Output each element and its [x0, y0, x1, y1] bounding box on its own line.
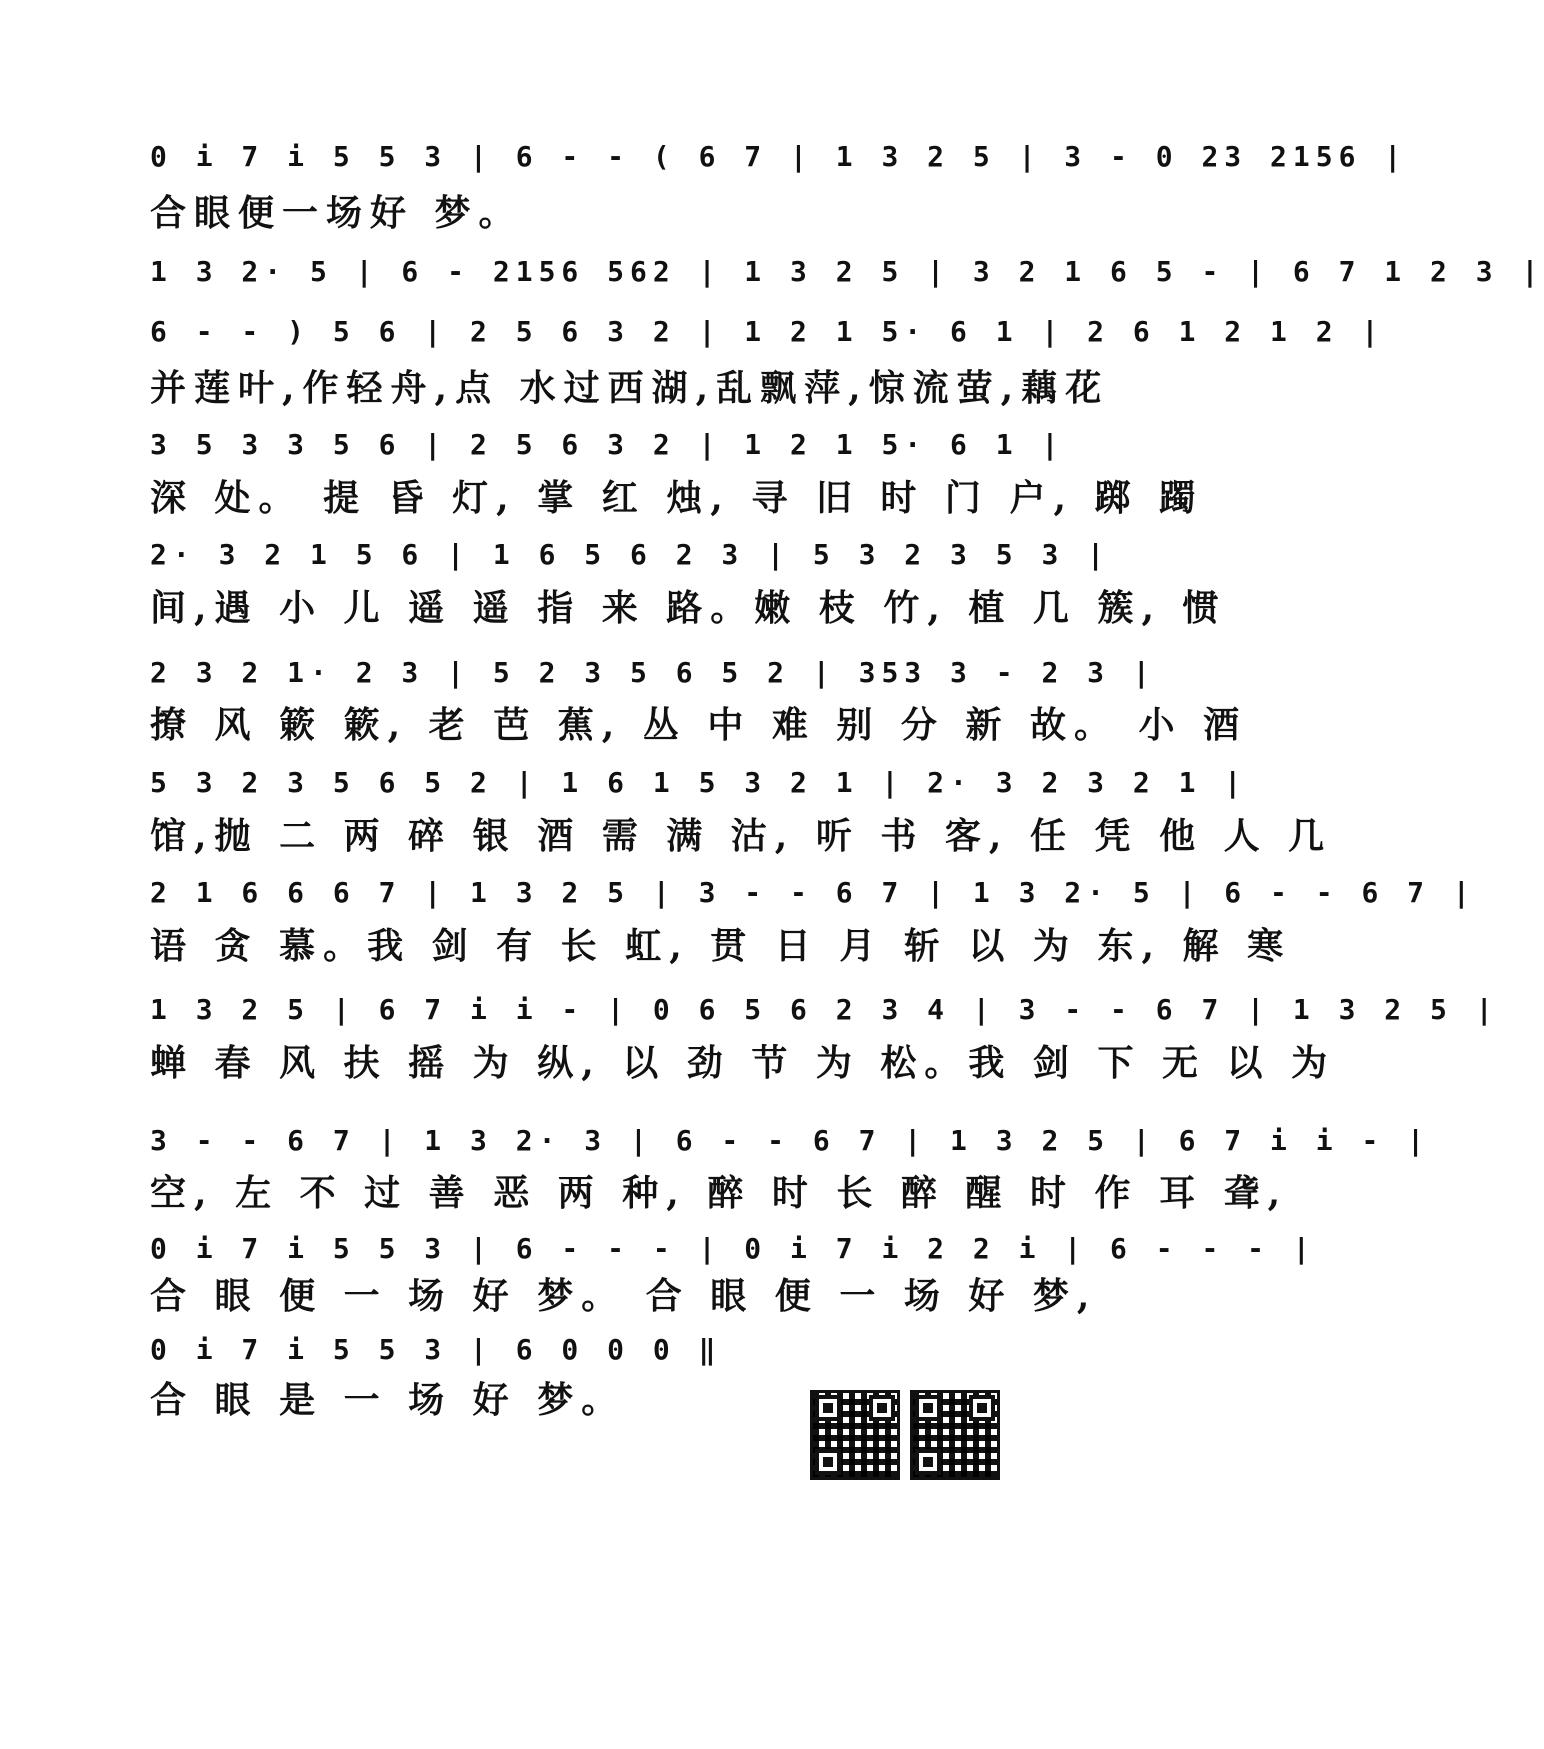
notation-line-3: 6 - - ) 5 6 | 2 5 6 3 2 | 1 2 1 5· 6 1 | 2 6 1 2 1 2 | [150, 315, 1385, 348]
lyric-line-1: 合眼便一场好 梦。 [150, 192, 523, 234]
lyric-line-12: 合 眼 是 一 场 好 梦。 [150, 1379, 626, 1421]
notation-line-1: 0 i 7 i 5 5 3 | 6 - - ( 6 7 | 1 3 2 5 | 3 - 0 23 2156 | [150, 140, 1408, 173]
lyric-line-4: 深 处。 提 昏 灯, 掌 红 烛, 寻 旧 时 门 户, 踯 躅 [150, 477, 1204, 519]
qr-code-right [910, 1390, 1000, 1480]
lyric-line-7: 馆,抛 二 两 碎 银 酒 需 满 沽, 听 书 客, 任 凭 他 人 几 [150, 815, 1333, 857]
lyric-line-8: 语 贪 慕。我 剑 有 长 虹, 贯 日 月 斩 以 为 东, 解 寒 [150, 925, 1292, 967]
notation-line-6: 2 3 2 1· 2 3 | 5 2 3 5 6 5 2 | 353 3 - 2 3 | [150, 656, 1156, 689]
notation-line-11: 0 i 7 i 5 5 3 | 6 - - - | 0 i 7 i 2 2 i | 6 - - - | [150, 1232, 1316, 1265]
lyric-line-10: 空, 左 不 过 善 恶 两 种, 醉 时 长 醉 醒 时 作 耳 聋, [150, 1172, 1289, 1214]
notation-line-5: 2· 3 2 1 5 6 | 1 6 5 6 2 3 | 5 3 2 3 5 3 | [150, 538, 1111, 571]
lyric-line-9: 蝉 春 风 扶 摇 为 纵, 以 劲 节 为 松。我 剑 下 无 以 为 [150, 1042, 1336, 1084]
qr-eye-icon [869, 1395, 895, 1421]
lyric-line-5: 间,遇 小 儿 遥 遥 指 来 路。嫩 枝 竹, 植 几 簇, 惯 [150, 587, 1227, 629]
qr-eye-icon [915, 1449, 941, 1475]
lyric-line-6: 撩 风 簌 簌, 老 芭 蕉, 丛 中 难 别 分 新 故。 小 酒 [150, 704, 1248, 746]
notation-line-12: 0 i 7 i 5 5 3 | 6 0 0 0 ‖ [150, 1333, 722, 1366]
notation-line-10: 3 - - 6 7 | 1 3 2· 3 | 6 - - 6 7 | 1 3 2 5 | 6 7 i i - | [150, 1124, 1431, 1157]
qr-eye-icon [915, 1395, 941, 1421]
qr-code-left [810, 1390, 900, 1480]
notation-line-4: 3 5 3 3 5 6 | 2 5 6 3 2 | 1 2 1 5· 6 1 | [150, 428, 1065, 461]
lyric-line-3: 并莲叶,作轻舟,点 水过西湖,乱飘萍,惊流萤,藕花 [150, 367, 1110, 409]
notation-line-7: 5 3 2 3 5 6 5 2 | 1 6 1 5 3 2 1 | 2· 3 2 3 2 1 | [150, 766, 1248, 799]
qr-eye-icon [969, 1395, 995, 1421]
qr-eye-icon [815, 1395, 841, 1421]
lyric-line-11: 合 眼 便 一 场 好 梦。 合 眼 便 一 场 好 梦, [150, 1275, 1098, 1317]
notation-line-9: 1 3 2 5 | 6 7 i i - | 0 6 5 6 2 3 4 | 3 - - 6 7 | 1 3 2 5 | [150, 993, 1499, 1026]
notation-line-8: 2 1 6 6 6 7 | 1 3 2 5 | 3 - - 6 7 | 1 3 2· 5 | 6 - - 6 7 | [150, 876, 1476, 909]
notation-line-2: 1 3 2· 5 | 6 - 2156 562 | 1 3 2 5 | 3 2 1 6 5 - | 6 7 1 2 3 | [150, 255, 1544, 288]
qr-eye-icon [815, 1449, 841, 1475]
